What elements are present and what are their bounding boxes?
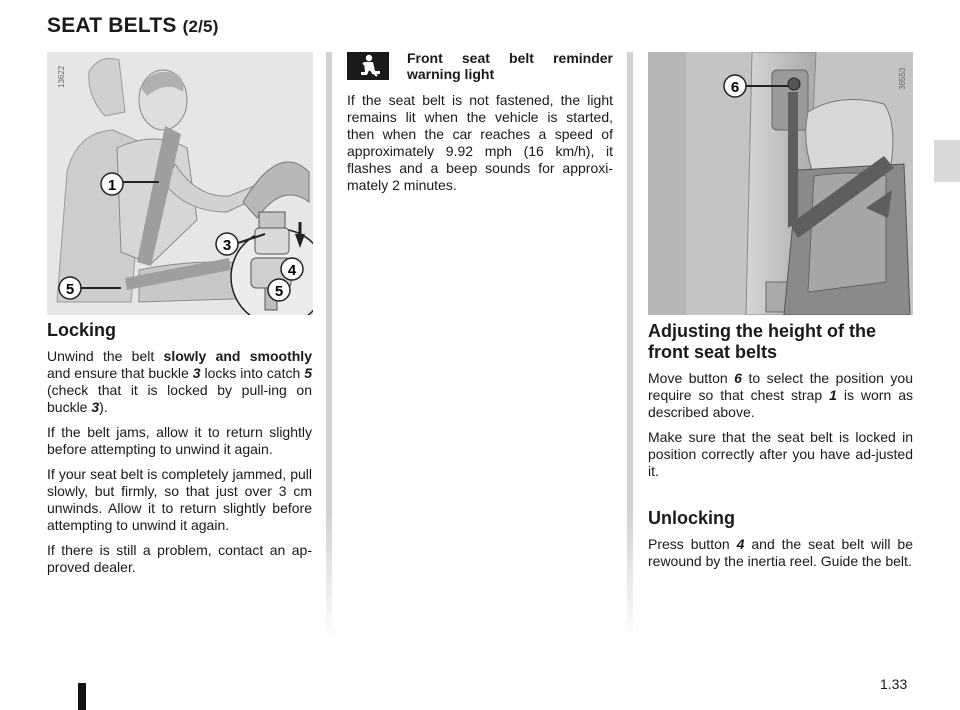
figure-code: 36553: [898, 67, 907, 90]
locking-section: [47, 320, 312, 584]
locking-heading: Locking: [47, 320, 117, 340]
page-number: 1.33: [880, 676, 908, 692]
page-title: SEAT BELTS (2/5): [47, 14, 219, 37]
callout-3: [216, 233, 238, 255]
callout-5-belt: [59, 277, 81, 299]
svg-text:3: 3: [222, 237, 232, 254]
reminder-body: If the seat belt is not fastened, the light remains lit when the vehicle is started, then when the car reaches a speed of approximately 9.92 mph (16 km/h), it flashes and a beep sounds for approxi-mately 2 minutes.: [347, 92, 613, 193]
svg-text:4: 4: [287, 262, 297, 279]
belt-adjuster-drawing: [648, 52, 913, 315]
callout-1: [101, 173, 123, 195]
callout-5-detail: [268, 279, 290, 301]
locking-paragraph-1: Unwind the belt slowly and smoothly and ensure that buckle 3 locks into catch 5 (check that it is locked by pull-ing on buckle 3).: [47, 348, 312, 415]
column-divider: [627, 52, 633, 642]
locking-paragraph-2: If the belt jams, allow it to return slightly before attempting to unwind it again.: [47, 424, 312, 457]
figure-code: 13622: [57, 65, 66, 88]
callout-6: [724, 75, 746, 97]
page-edge-mark: [78, 683, 86, 710]
adjusting-paragraph-2: Make sure that the seat belt is locked in position correctly after you have ad-justed it.: [648, 429, 913, 479]
svg-text:6: 6: [730, 79, 740, 96]
belt-height-adjuster-illustration: [648, 52, 913, 315]
reminder-title: Front seat belt reminder warning light: [407, 50, 613, 82]
locking-paragraph-3: If your seat belt is completely jammed, pull slowly, but firmly, so that just over 3 cm unwinds. Allow it to return slightly before attempting to unwind it again.: [47, 466, 312, 533]
seat-belt-warning-icon: [347, 52, 389, 80]
driver-seatbelt-illustration: [47, 52, 313, 315]
unlocking-paragraph-1: Press button 4 and the seat belt will be rewound by the inertia reel. Guide the belt.: [648, 536, 913, 569]
svg-text:5: 5: [65, 281, 75, 298]
section-tab: [934, 140, 960, 182]
adjusting-section: [648, 321, 913, 578]
callout-4: [281, 258, 303, 280]
unlocking-heading: Unlocking: [648, 508, 736, 528]
svg-text:1: 1: [107, 177, 117, 194]
driver-seatbelt-drawing: [47, 52, 313, 315]
reminder-header: [347, 50, 613, 86]
adjusting-heading: Adjusting the height of the front seat belts: [648, 321, 876, 362]
reminder-section: [347, 50, 613, 202]
adjusting-paragraph-1: Move button 6 to select the position you require so that chest strap 1 is worn as described above.: [648, 370, 913, 420]
page-subtitle: (2/5): [182, 17, 219, 36]
svg-text:5: 5: [274, 283, 284, 300]
column-divider: [326, 52, 332, 642]
locking-paragraph-4: If there is still a problem, contact an ap-proved dealer.: [47, 542, 312, 575]
